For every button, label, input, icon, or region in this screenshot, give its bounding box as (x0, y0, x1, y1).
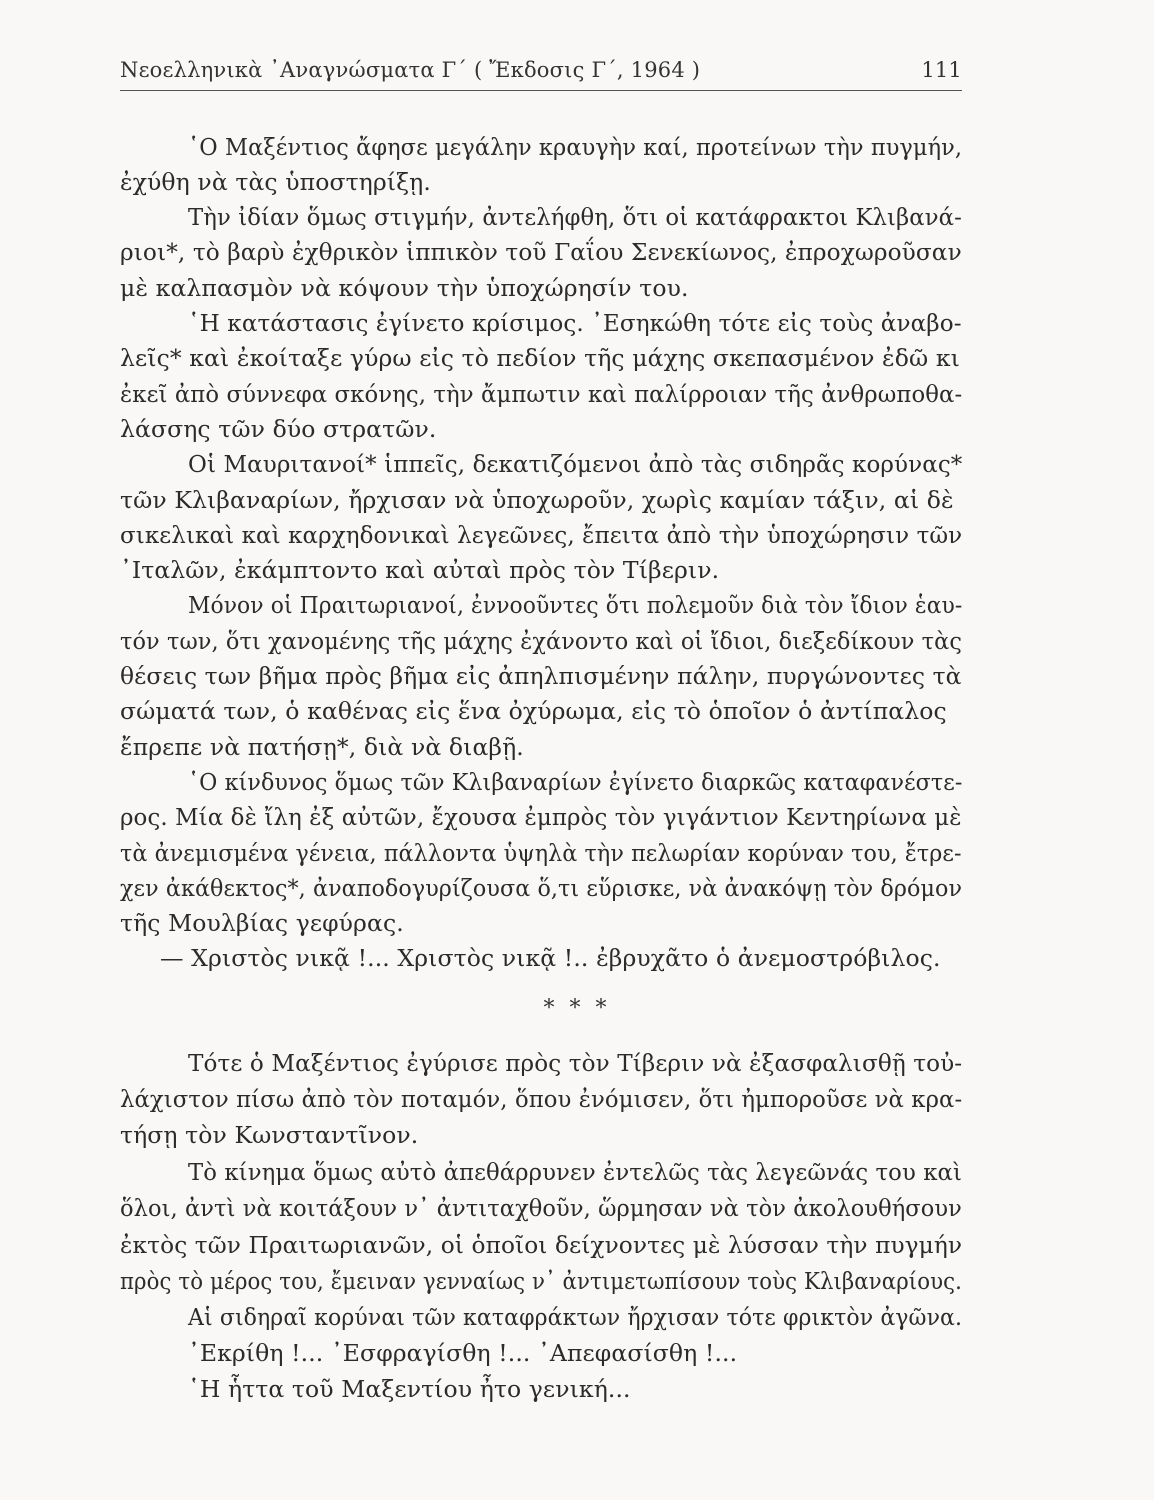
text-line: μὲ καλπασμὸν νὰ κόψουν τὴν ὑποχώρησίν του. (120, 274, 689, 302)
text-line: τήσῃ τὸν Κωνσταντῖνον. (120, 1121, 419, 1149)
text-line: Τότε ὁ Μαξέντιος ἐγύρισε πρὸς τὸν Τίβεριν νὰ ἐξασφαλισθῇ τοὐ- (188, 1049, 963, 1077)
text-line: λάχιστον πίσω ἀπὸ τὸν ποταμόν, ὅπου ἐνόμισεν, ὅτι ἠμποροῦσε νὰ κρα- (120, 1085, 963, 1113)
text-line: ῾Η κατάστασις ἐγίνετο κρίσιμος. ᾿Εσηκώθη τότε εἰς τοὺς ἀναβο- (188, 309, 962, 337)
text-line: πρὸς τὸ μέρος του, ἔμειναν γενναίως ν᾿ ἀντιμετωπίσουν τοὺς Κλιβαναρίους. (120, 1267, 962, 1295)
text-line: ἐκτὸς τῶν Πραιτωριανῶν, οἱ ὁποῖοι δείχνοντες μὲ λύσσαν τὴν πυγμήν (120, 1231, 963, 1259)
text-line: ἐκεῖ ἀπὸ σύννεφα σκόνης, τὴν ἄμπωτιν καὶ παλίρροιαν τῆς ἀνθρωποθα- (120, 380, 963, 408)
text-line: σικελικαὶ καὶ καρχηδονικαὶ λεγεῶνες, ἔπειτα ἀπὸ τὴν ὑποχώρησιν τῶν (120, 521, 963, 549)
text-line: Αἱ σιδηραῖ κορύναι τῶν καταφράκτων ἤρχισαν τότε φρικτὸν ἀγῶνα. (188, 1303, 963, 1331)
text-line: Τὸ κίνημα ὅμως αὐτὸ ἀπεθάρρυνεν ἐντελῶς τὰς λεγεῶνάς του καὶ (188, 1158, 962, 1186)
text-line: λάσσης τῶν δύο στρατῶν. (120, 415, 437, 443)
book-title: Νεοελληνικὰ ᾿Αναγνώσματα Γ΄ ( Ἔκδοσις Γ΄, 1964 ) (120, 58, 701, 82)
text-line: ῾Ο κίνδυνος ὅμως τῶν Κλιβαναρίων ἐγίνετο διαρκῶς καταφανέστε- (188, 768, 963, 796)
text-line: ἐχύθη νὰ τὰς ὑποστηρίξῃ. (120, 168, 431, 196)
text-line: Οἱ Μαυριτανοί* ἱππεῖς, δεκατιζόμενοι ἀπὸ τὰς σιδηρᾶς κορύνας* (188, 450, 963, 478)
text-line: ᾿Εκρίθη !... ᾿Εσφραγίσθη !... ᾿Απεφασίσθη !... (188, 1339, 738, 1367)
text-line: τῶν Κλιβαναρίων, ἤρχισαν νὰ ὑποχωροῦν, χωρὶς καμίαν τάξιν, αἱ δὲ (120, 486, 954, 514)
text-line: ῾Η ἧττα τοῦ Μαξεντίου ἦτο γενική... (188, 1375, 631, 1403)
text-line: χεν ἀκάθεκτος*, ἀναποδογυρίζουσα ὅ,τι εὕρισκε, νὰ ἀνακόψῃ τὸν δρόμον (120, 874, 963, 902)
text-line: λεῖς* καὶ ἐκοίταξε γύρω εἰς τὸ πεδίον τῆς μάχης σκεπασμένον ἐδῶ κι (120, 344, 960, 372)
section-break: * * * (543, 996, 611, 1021)
text-line: ὅλοι, ἀντὶ νὰ κοιτάξουν ν᾿ ἀντιταχθοῦν, ὥρμησαν νὰ τὸν ἀκολουθήσουν (120, 1194, 962, 1222)
text-line: τὰ ἀνεμισμένα γένεια, πάλλοντα ὑψηλὰ τὴν πελωρίαν κορύναν του, ἔτρε- (120, 839, 962, 867)
text-line: τῆς Μουλβίας γεφύρας. (120, 909, 404, 937)
text-line: ἔπρεπε νὰ πατήσῃ*, διὰ νὰ διαβῇ. (120, 733, 524, 761)
text-line: ῾Ο Μαξέντιος ἄφησε μεγάλην κραυγὴν καί, προτείνων τὴν πυγμήν, (188, 133, 963, 161)
text-line: ᾿Ιταλῶν, ἐκάμπτοντο καὶ αὐταὶ πρὸς τὸν Τίβεριν. (120, 556, 720, 584)
text-line: — Χριστὸς νικᾷ !... Χριστὸς νικᾷ !.. ἐβρυχᾶτο ὁ ἀνεμοστρόβιλος. (160, 944, 941, 972)
text-line: σώματά των, ὁ καθένας εἰς ἕνα ὀχύρωμα, εἰς τὸ ὁποῖον ὁ ἀντίπαλος (120, 697, 947, 725)
text-line: ρος. Μία δὲ ἴλη ἐξ αὐτῶν, ἔχουσα ἐμπρὸς τὸν γιγάντιον Κεντηρίωνα μὲ (120, 803, 962, 831)
text-line: θέσεις των βῆμα πρὸς βῆμα εἰς ἀπηλπισμένην πάλην, πυργώνοντες τὰ (120, 662, 962, 690)
text-line: τόν των, ὅτι χανομένης τῆς μάχης ἐχάνοντο καὶ οἱ ἴδιοι, διεξεδίκουν τὰς (120, 627, 962, 655)
text-line: ριοι*, τὸ βαρὺ ἐχθρικὸν ἱππικὸν τοῦ Γαΐου Σενεκίωνος, ἐπροχωροῦσαν (120, 238, 962, 266)
page-number: 111 (921, 58, 962, 82)
text-line: Τὴν ἰδίαν ὅμως στιγμήν, ἀντελήφθη, ὅτι οἱ κατάφρακτοι Κλιβανά- (188, 203, 962, 231)
text-line: Μόνον οἱ Πραιτωριανοί, ἐννοοῦντες ὅτι πολεμοῦν διὰ τὸν ἴδιον ἑαυ- (188, 591, 963, 619)
